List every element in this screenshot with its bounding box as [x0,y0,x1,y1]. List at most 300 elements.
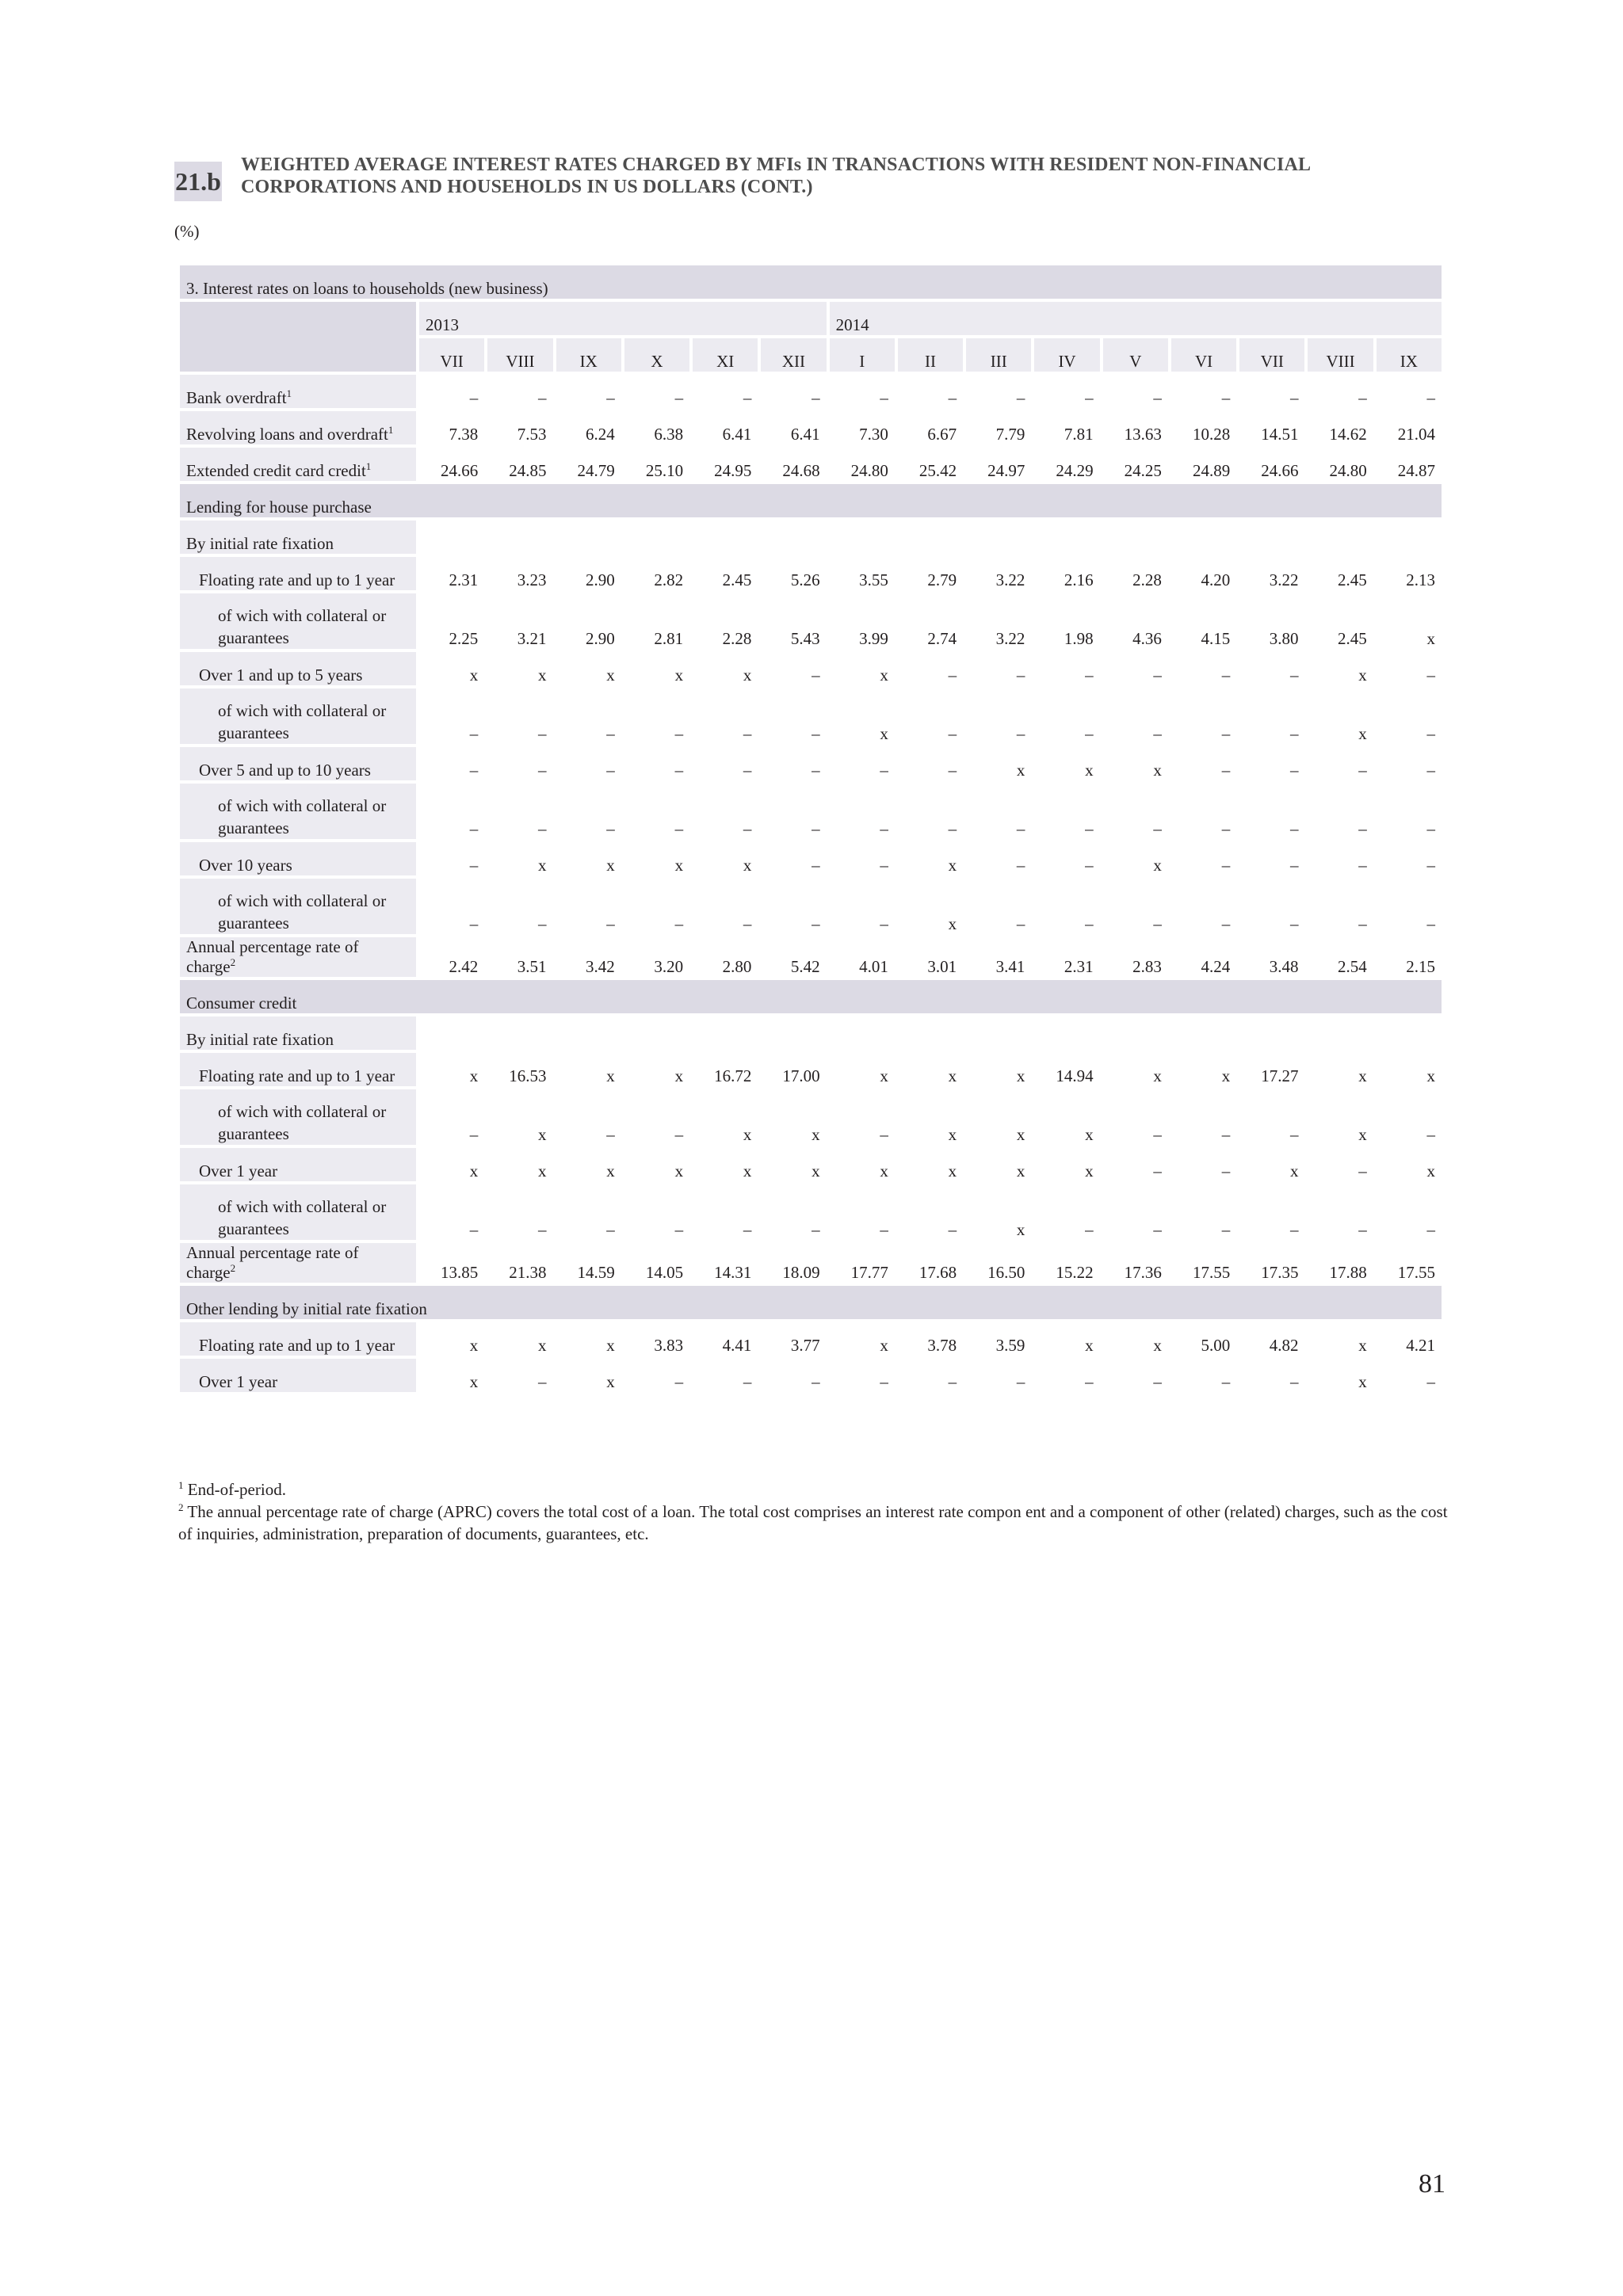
table-cell: x [556,1359,621,1392]
table-cell: 2.90 [556,557,621,590]
table-cell [693,521,758,554]
table-cell: x [1308,652,1373,685]
row-label [180,448,416,481]
month-header: VII [419,338,484,372]
table-cell: – [1103,784,1168,839]
table-cell [830,1016,895,1050]
table-cell [1103,1016,1168,1050]
table-cell: – [761,842,826,875]
row-label-text: of wich with collateral or guarantees [218,1102,387,1143]
table-cell: 4.20 [1171,557,1236,590]
table-cell: – [761,1359,826,1392]
footnote-ref: 1 [388,424,394,436]
row-label-text: Over 5 and up to 10 years [199,761,371,780]
month-header: VI [1171,338,1236,372]
table-cell: – [487,1359,552,1392]
table-cell: 2.25 [419,593,484,649]
table-row [180,1322,1442,1356]
table-cell [1034,521,1099,554]
table-cell: – [830,842,895,875]
table-cell: – [624,688,689,744]
table-cell: x [693,1089,758,1145]
table-cell: 24.66 [1239,448,1304,481]
table-title-line-2: CORPORATIONS AND HOUSEHOLDS IN US DOLLARS (CONT.) [241,177,813,197]
table-cell: – [693,879,758,934]
table-cell: 3.42 [556,937,621,977]
table-cell: – [966,879,1031,934]
table-cell: 3.48 [1239,937,1304,977]
table-cell: – [761,652,826,685]
table-cell: – [419,842,484,875]
table-cell: – [1377,747,1442,780]
table-cell: 4.24 [1171,937,1236,977]
row-label-text: Annual percentage rate of charge [186,937,359,976]
table-cell: – [487,879,552,934]
table-cell: 3.51 [487,937,552,977]
footnote-ref: 1 [365,460,372,472]
table-cell: 13.85 [419,1243,484,1283]
table-cell: x [898,842,963,875]
table-cell: x [1377,1053,1442,1086]
table-cell: – [966,688,1031,744]
row-label-text: Extended credit card credit [186,461,366,480]
table-cell: 17.00 [761,1053,826,1086]
table-cell: 24.80 [1308,448,1373,481]
table-cell: – [1377,375,1442,408]
table-cell: 21.04 [1377,411,1442,444]
table-cell: x [1308,688,1373,744]
table-cell: – [761,688,826,744]
row-label [180,747,416,780]
table-row [180,652,1442,685]
table-cell: x [898,1053,963,1086]
table-cell: 5.00 [1171,1322,1236,1356]
table-cell: – [693,375,758,408]
table-cell: – [556,375,621,408]
table-cell: 6.38 [624,411,689,444]
table-cell: – [693,784,758,839]
table-cell: – [419,747,484,780]
table-cell: – [830,1089,895,1145]
table-cell: x [419,1359,484,1392]
row-label-text: Floating rate and up to 1 year [199,1066,395,1085]
table-cell: 2.74 [898,593,963,649]
table-cell: – [966,784,1031,839]
table-cell: 17.88 [1308,1243,1373,1283]
table-cell [761,521,826,554]
table-cell [1034,1016,1099,1050]
table-cell: 13.63 [1103,411,1168,444]
table-cell: – [1377,1184,1442,1240]
table-cell: 3.23 [487,557,552,590]
table-cell: 17.55 [1377,1243,1442,1283]
table-cell: – [624,747,689,780]
month-header: VIII [487,338,552,372]
table-cell: 7.79 [966,411,1031,444]
table-cell: – [1171,1184,1236,1240]
row-label-text: Floating rate and up to 1 year [199,1336,395,1355]
table-row [180,784,1442,839]
table-cell: 24.79 [556,448,621,481]
footnotes [178,1478,1454,1545]
section-label: Lending for house purchase [180,484,1442,517]
table-cell: – [556,1089,621,1145]
table-cell: 3.41 [966,937,1031,977]
month-header: IX [556,338,621,372]
table-cell: x [693,1148,758,1181]
section-row [180,1286,1442,1319]
table-cell: – [1239,1184,1304,1240]
row-label-text: Over 1 year [199,1372,278,1391]
table-cell: – [624,879,689,934]
table-cell: x [556,1322,621,1356]
table-cell: 24.66 [419,448,484,481]
month-header: III [966,338,1031,372]
row-label-text: Bank overdraft [186,388,287,407]
table-cell: – [556,879,621,934]
table-cell [1308,1016,1373,1050]
table-cell [966,521,1031,554]
table-cell [556,521,621,554]
table-row [180,375,1442,408]
table-cell: – [1239,1089,1304,1145]
month-header: I [830,338,895,372]
row-label-text: Revolving loans and overdraft [186,425,388,444]
table-row [180,879,1442,934]
table-cell: x [1377,1148,1442,1181]
table-cell: 2.45 [693,557,758,590]
table-cell: 24.68 [761,448,826,481]
table-cell: x [966,1148,1031,1181]
footnote-1-mark: 1 [178,1479,184,1491]
table-cell: 16.50 [966,1243,1031,1283]
table-cell: x [556,652,621,685]
year-header-2013: 2013 [419,302,827,335]
table-cell: x [898,1089,963,1145]
month-header: XI [693,338,758,372]
table-cell: – [1377,1089,1442,1145]
section-label: Consumer credit [180,980,1442,1013]
table-cell: 14.94 [1034,1053,1099,1086]
table-cell: 5.42 [761,937,826,977]
row-label [180,1089,416,1145]
table-section-title: 3. Interest rates on loans to households (new business) [180,265,1442,299]
table-cell: 2.28 [1103,557,1168,590]
footnote-2 [178,1501,1454,1545]
table-cell: – [1103,1359,1168,1392]
table-cell: x [830,652,895,685]
table-cell: – [1103,1184,1168,1240]
table-cell: – [966,652,1031,685]
table-cell: 2.81 [624,593,689,649]
table-row [180,557,1442,590]
table-cell: x [624,842,689,875]
row-label [180,411,416,444]
table-cell: 5.43 [761,593,826,649]
table-cell: 24.95 [693,448,758,481]
table-row [180,747,1442,780]
table-cell: – [1171,1359,1236,1392]
table-cell: – [1308,1184,1373,1240]
table-cell: x [830,1148,895,1181]
table-title [241,154,1311,198]
table-row [180,1148,1442,1181]
table-cell: x [556,1148,621,1181]
table-cell: x [624,1148,689,1181]
table-cell: – [1171,784,1236,839]
table-cell: 6.67 [898,411,963,444]
table-cell: x [1034,1148,1099,1181]
table-cell: – [1171,1148,1236,1181]
table-cell: 4.36 [1103,593,1168,649]
month-header: VII [1239,338,1304,372]
row-label-text: By initial rate fixation [186,1030,334,1049]
table-cell: x [966,1184,1031,1240]
table-cell: – [1377,784,1442,839]
table-cell: x [1034,1089,1099,1145]
table-cell: – [693,1359,758,1392]
table-cell: – [1377,879,1442,934]
table-cell: 3.01 [898,937,963,977]
table-cell: – [1034,784,1099,839]
table-cell: – [1377,652,1442,685]
month-header: X [624,338,689,372]
table-cell: x [624,652,689,685]
table-cell: 7.38 [419,411,484,444]
table-cell: – [1103,688,1168,744]
table-cell: 2.31 [419,557,484,590]
table-cell: 14.05 [624,1243,689,1283]
table-cell: – [693,1184,758,1240]
table-cell: – [1103,375,1168,408]
table-cell: 2.15 [1377,937,1442,977]
table-cell: x [1308,1322,1373,1356]
table-cell: – [761,784,826,839]
table-cell: – [1377,1359,1442,1392]
section-label: Other lending by initial rate fixation [180,1286,1442,1319]
table-cell: – [1171,652,1236,685]
row-label [180,557,416,590]
table-cell: 2.45 [1308,557,1373,590]
table-cell: 3.20 [624,937,689,977]
header-corner [180,302,416,372]
table-cell [1377,1016,1442,1050]
table-cell: x [487,1089,552,1145]
table-cell: – [1308,747,1373,780]
table-cell: – [1034,842,1099,875]
table-cell: x [487,1148,552,1181]
table-cell: x [419,1053,484,1086]
table-cell: – [1308,784,1373,839]
table-cell: – [1171,879,1236,934]
table-cell: 2.13 [1377,557,1442,590]
year-header-2014: 2014 [830,302,1442,335]
table-cell: 18.09 [761,1243,826,1283]
month-header: IV [1034,338,1099,372]
table-cell: 25.10 [624,448,689,481]
table-cell [1239,1016,1304,1050]
row-label [180,1184,416,1240]
table-cell: x [830,1053,895,1086]
table-cell: 3.83 [624,1322,689,1356]
table-cell: – [966,842,1031,875]
footnote-1-text: End-of-period. [187,1480,286,1499]
footnote-ref: 2 [230,1262,236,1274]
table-cell: – [1103,652,1168,685]
table-cell: 14.62 [1308,411,1373,444]
table-cell: 6.24 [556,411,621,444]
table-row [180,521,1442,554]
table-cell: 4.82 [1239,1322,1304,1356]
table-cell: 3.55 [830,557,895,590]
table-cell: 6.41 [761,411,826,444]
table-row [180,1243,1442,1283]
month-header: II [898,338,963,372]
table-cell: 25.42 [898,448,963,481]
table-cell: x [1377,593,1442,649]
footnote-2-mark: 2 [178,1501,184,1513]
table-cell: – [419,1184,484,1240]
table-cell: 17.35 [1239,1243,1304,1283]
footnote-1 [178,1478,1454,1501]
table-row [180,411,1442,444]
table-cell: – [898,1184,963,1240]
table-cell: – [830,1359,895,1392]
table-cell: x [1103,842,1168,875]
table-cell: – [1034,688,1099,744]
table-cell: – [624,375,689,408]
row-label [180,593,416,649]
table-cell: x [898,879,963,934]
table-cell: – [1308,879,1373,934]
table-cell: 14.51 [1239,411,1304,444]
row-label-text: Annual percentage rate of charge [186,1243,359,1282]
table-cell: – [898,652,963,685]
table-cell: – [487,784,552,839]
table-cell: – [419,784,484,839]
table-cell: – [693,747,758,780]
footnote-ref: 2 [230,956,236,968]
table-cell: – [966,1359,1031,1392]
row-label [180,521,416,554]
table-cell: – [1103,879,1168,934]
table-row [180,1053,1442,1086]
table-cell: – [1377,688,1442,744]
table-cell: x [487,652,552,685]
table-cell: – [1034,375,1099,408]
table-cell: – [1239,688,1304,744]
month-header: V [1103,338,1168,372]
table-cell: – [624,1089,689,1145]
table-cell: 3.59 [966,1322,1031,1356]
table-cell: 17.77 [830,1243,895,1283]
table-cell: x [487,1322,552,1356]
interest-rates-table [177,262,1445,1395]
table-cell: – [761,879,826,934]
table-cell: – [419,879,484,934]
table-cell: – [419,1089,484,1145]
table-cell: 14.59 [556,1243,621,1283]
table-cell: x [1034,1322,1099,1356]
table-cell: x [1239,1148,1304,1181]
table-row [180,448,1442,481]
table-cell: – [761,747,826,780]
table-cell: – [1308,1148,1373,1181]
table-cell: 16.53 [487,1053,552,1086]
table-number: 21.b [174,162,222,201]
table-cell: – [830,747,895,780]
table-cell [1308,521,1373,554]
table-cell: – [1171,842,1236,875]
row-label [180,842,416,875]
table-cell: 3.22 [1239,557,1304,590]
table-cell: 3.80 [1239,593,1304,649]
table-cell: x [966,1089,1031,1145]
table-cell: – [624,784,689,839]
table-cell [419,1016,484,1050]
table-cell: – [830,375,895,408]
table-cell: x [1103,1053,1168,1086]
table-cell: – [1034,1184,1099,1240]
table-cell: – [1171,375,1236,408]
row-label-text: Over 1 year [199,1161,278,1180]
table-cell: – [487,375,552,408]
table-cell: – [830,784,895,839]
table-cell: – [556,1184,621,1240]
table-cell: – [966,375,1031,408]
row-label-text: Over 1 and up to 5 years [199,666,363,685]
table-cell [419,521,484,554]
table-cell: 14.31 [693,1243,758,1283]
table-cell: x [556,1053,621,1086]
row-label [180,1053,416,1086]
table-cell: – [1239,784,1304,839]
table-cell: – [1239,375,1304,408]
table-cell: 24.97 [966,448,1031,481]
table-cell: 4.15 [1171,593,1236,649]
table-cell: – [1308,375,1373,408]
table-cell: 2.16 [1034,557,1099,590]
table-cell: 1.98 [1034,593,1099,649]
table-cell [1377,521,1442,554]
table-cell: – [487,688,552,744]
table-cell: 7.30 [830,411,895,444]
table-cell: x [966,747,1031,780]
month-header: VIII [1308,338,1373,372]
table-cell [898,1016,963,1050]
table-cell: – [1171,688,1236,744]
row-label [180,1359,416,1392]
table-cell: 4.21 [1377,1322,1442,1356]
table-cell: – [1239,1359,1304,1392]
footnote-2-text: The annual percentage rate of charge (APRC) covers the total cost of a loan. The total cost comprises an interest rate compon ent and a component of other (related) charges, such as the cost of inquiries, administration, preparation of documents, guarantees, etc. [178,1502,1448,1543]
table-cell: x [1308,1053,1373,1086]
row-label [180,1322,416,1356]
table-cell: x [1103,747,1168,780]
table-cell: 21.38 [487,1243,552,1283]
row-label [180,375,416,408]
table-cell: 2.83 [1103,937,1168,977]
table-cell: 16.72 [693,1053,758,1086]
row-label-text: Over 10 years [199,856,292,875]
table-cell: – [624,1359,689,1392]
table-row [180,688,1442,744]
table-cell [1171,1016,1236,1050]
table-cell: – [830,1184,895,1240]
table-cell [966,1016,1031,1050]
table-cell [761,1016,826,1050]
table-cell: 2.54 [1308,937,1373,977]
